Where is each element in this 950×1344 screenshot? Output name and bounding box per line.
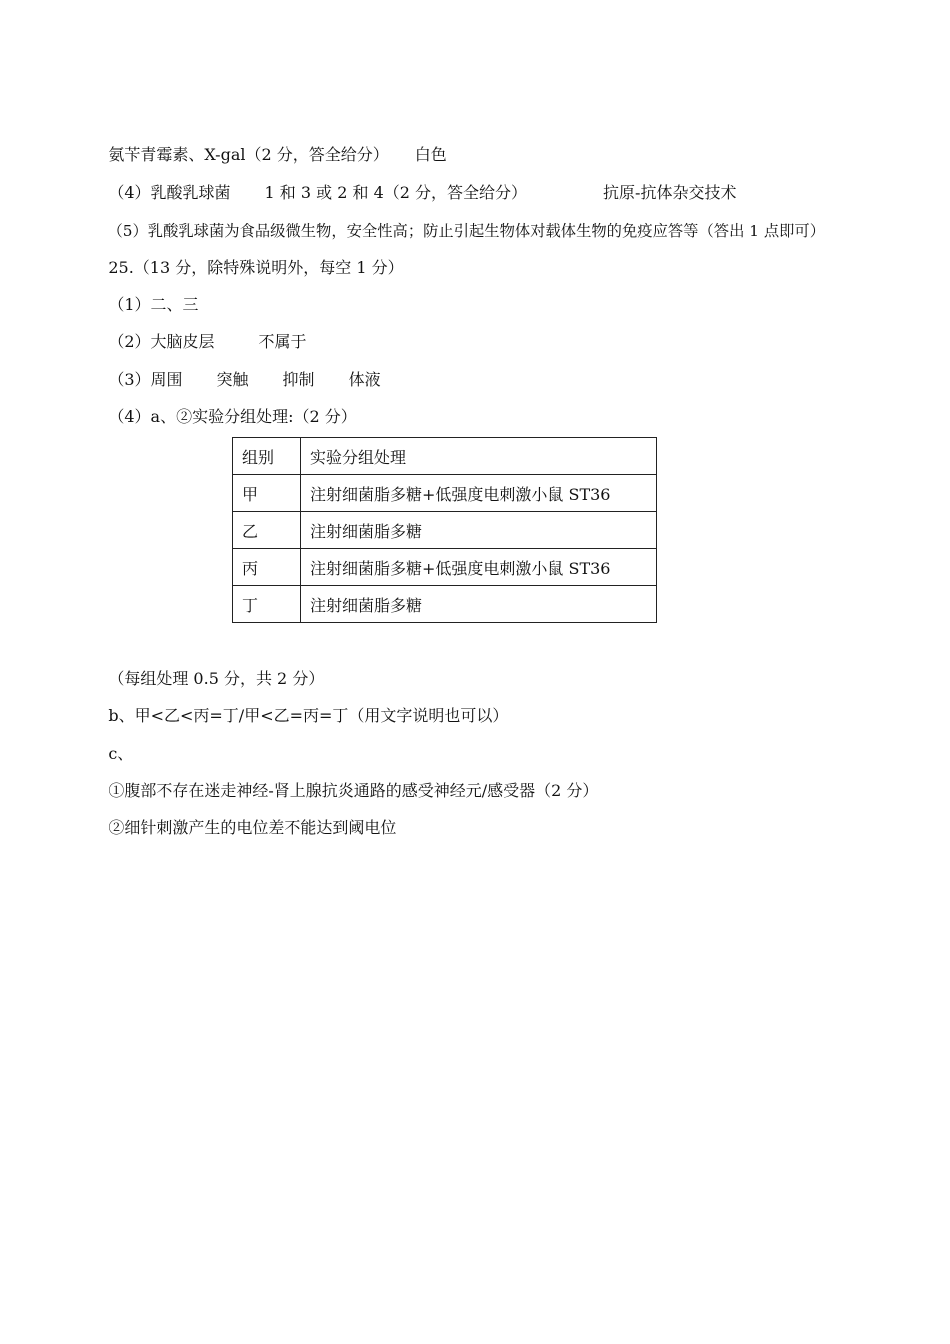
table-row (233, 549, 657, 586)
answer-text: （3）周围 (108, 370, 183, 389)
answer-text: b、甲<乙<丙=丁/甲<乙=丙=丁（用文字说明也可以） (108, 706, 509, 725)
answer-text: （4）乳酸乳球菌 (108, 183, 231, 202)
answer-line-12 (88, 758, 599, 800)
table-cell: 注射细菌脂多糖 (301, 586, 657, 623)
table-row (233, 475, 657, 512)
answer-line-1 (88, 122, 447, 164)
experiment-group-table (232, 437, 657, 623)
answer-text: 白色 (414, 145, 447, 164)
answer-text: ②细针刺激产生的电位差不能达到阈电位 (108, 818, 397, 837)
table-header-cell: 组别 (233, 438, 301, 475)
table-cell: 注射细菌脂多糖+低强度电刺激小鼠 ST36 (301, 549, 657, 586)
table-header-row (233, 438, 657, 475)
answer-text: 抑制 (282, 370, 315, 389)
table-row (233, 586, 657, 623)
table-cell: 丙 (233, 549, 301, 586)
answer-text: （2）大脑皮层 (108, 332, 215, 351)
answer-text: ①腹部不存在迷走神经-肾上腺抗炎通路的感受神经元/感受器（2 分） (108, 781, 599, 800)
answer-text: （1）二、三 (108, 295, 199, 314)
answer-text: 25.（13 分，除特殊说明外，每空 1 分） (108, 258, 404, 277)
answer-text: 氨苄青霉素、X-gal（2 分，答全给分） (108, 145, 389, 164)
table-cell: 乙 (233, 512, 301, 549)
answer-text: 抗原-抗体杂交技术 (603, 183, 737, 202)
answer-line-13 (88, 795, 397, 837)
answer-line-7 (88, 347, 381, 389)
answer-line-8 (88, 384, 357, 426)
table-cell: 注射细菌脂多糖 (301, 512, 657, 549)
answer-line-2 (88, 160, 737, 202)
table-row (233, 512, 657, 549)
answer-text: 体液 (348, 370, 381, 389)
question-heading-25 (88, 235, 404, 277)
answer-text: （4）a、②实验分组处理:（2 分） (108, 407, 357, 426)
answer-text: 1 和 3 或 2 和 4（2 分，答全给分） (264, 183, 528, 202)
table-cell: 丁 (233, 586, 301, 623)
answer-text: （5）乳酸乳球菌为食品级微生物，安全性高；防止引起生物体对载体生物的免疫应答等（答出 1 点即可） (107, 222, 826, 240)
answer-line-5 (88, 272, 199, 314)
answer-line-9 (88, 646, 325, 688)
answer-text: 不属于 (258, 332, 307, 351)
table-cell: 注射细菌脂多糖+低强度电刺激小鼠 ST36 (301, 475, 657, 512)
answer-line-11 (88, 721, 134, 763)
answer-line-3 (88, 198, 826, 240)
answer-line-6 (88, 309, 307, 351)
answer-text: c、 (108, 744, 134, 763)
table-header-cell: 实验分组处理 (301, 438, 657, 475)
answer-line-10 (88, 683, 509, 725)
answer-text: （每组处理 0.5 分，共 2 分） (108, 669, 325, 688)
answer-text: 突触 (216, 370, 249, 389)
table-cell: 甲 (233, 475, 301, 512)
